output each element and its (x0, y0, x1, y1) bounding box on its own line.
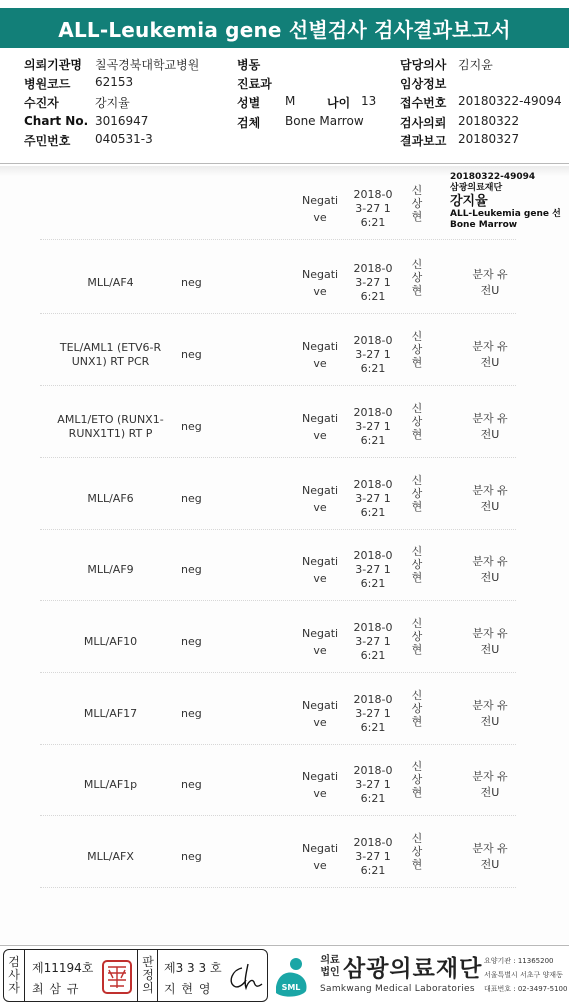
result-value: neg (181, 850, 202, 863)
table-row (40, 673, 516, 745)
table-row (40, 601, 516, 673)
reviewer-name: 지 현 영 (164, 982, 212, 996)
test-name: MLL/AFX (87, 850, 134, 863)
result-date: 2018-0 3-27 1 6:21 (353, 262, 393, 303)
age-value: 13 (361, 94, 377, 108)
result-date: 2018-0 3-27 1 6:21 (353, 549, 393, 590)
result-value: neg (181, 563, 202, 576)
examiner-label: 검사자 (8, 955, 20, 995)
result-date: 2018-0 3-27 1 6:21 (353, 478, 393, 519)
stamp-test: ALL-Leukemia gene 선 (450, 209, 561, 219)
signer-name: 신 상 현 (411, 832, 423, 871)
requested-value: 20180322 (458, 114, 520, 128)
reviewer-license: 제3 3 3 호 (164, 961, 222, 975)
reviewer-label: 판정의 (142, 955, 154, 995)
stamp-accession: 20180322-49094 (450, 172, 536, 182)
table-row (40, 529, 516, 601)
signer-name: 신 상 현 (411, 617, 423, 656)
table-row (40, 168, 516, 240)
reported-label: 결과보고 (400, 134, 447, 148)
sex-value: M (285, 94, 296, 108)
signer-name: 신 상 현 (411, 184, 423, 223)
reviewer-signature-icon (224, 956, 266, 996)
requested-label: 검사의뢰 (400, 116, 447, 130)
id-value: 040531-3 (95, 132, 153, 146)
header-divider (0, 163, 569, 164)
result-flag: Negati ve (302, 194, 339, 224)
result-value: neg (181, 348, 202, 361)
result-flag: Negati ve (302, 268, 339, 298)
org-english-name: Samkwang Medical Laboratories (320, 984, 475, 994)
age-label: 나이 (327, 96, 351, 110)
footer (0, 948, 569, 1006)
signer-name: 신 상 현 (411, 258, 423, 297)
table-row (40, 458, 516, 530)
doctor-label: 담당의사 (400, 58, 447, 72)
examiner-name: 최 삼 규 (32, 982, 80, 996)
test-name: TEL/AML1 (ETV6-R UNX1) RT PCR (59, 341, 162, 368)
clinical-label: 임상정보 (400, 77, 447, 91)
result-flag: Negati ve (302, 412, 339, 442)
patient-info (0, 56, 569, 160)
result-flag: Negati ve (302, 770, 339, 800)
result-value: neg (181, 778, 202, 791)
specimen-label: 검체 (237, 116, 261, 130)
table-row (40, 744, 516, 816)
signer-name: 신 상 현 (411, 402, 423, 441)
test-name: MLL/AF17 (83, 707, 138, 720)
sex-label: 성별 (237, 96, 261, 110)
dept-name: 분자 유전U (472, 770, 508, 799)
code-value: 62153 (95, 75, 134, 89)
result-value: neg (181, 492, 202, 505)
dept-name: 분자 유전U (472, 842, 508, 871)
result-date: 2018-0 3-27 1 6:21 (353, 693, 393, 734)
result-flag: Negati ve (302, 842, 339, 872)
specimen-value: Bone Marrow (285, 114, 364, 128)
code-label: 병원코드 (24, 77, 71, 91)
institution-code: 요양기관 : 11365200 (484, 957, 554, 965)
dept-name: 분자 유전U (472, 340, 508, 369)
test-name: MLL/AF9 (87, 563, 134, 576)
reported-value: 20180327 (458, 132, 520, 146)
sml-text: SML (281, 983, 301, 992)
signer-name: 신 상 현 (411, 545, 423, 584)
signer-name: 신 상 현 (411, 689, 423, 728)
stamp-patient: 강지율 (450, 194, 488, 209)
dept-name: 분자 유전U (472, 412, 508, 441)
result-value: neg (181, 707, 202, 720)
test-name: AML1/ETO (RUNX1- RUNX1T1) RT P (57, 413, 164, 440)
dept-name: 분자 유전U (472, 484, 508, 513)
divider-line (24, 950, 25, 1001)
patient-label: 수진자 (24, 96, 59, 110)
org-address: 서울특별시 서초구 양재동 (484, 971, 563, 979)
result-flag: Negati ve (302, 699, 339, 729)
stamp-org: 삼광의료재단 (450, 183, 503, 193)
signer-name: 신 상 현 (411, 330, 423, 369)
hospital-label: 의뢰기관명 (24, 58, 82, 72)
org-phone: 대표번호 : 02-3497-5100 (484, 985, 568, 993)
result-date: 2018-0 3-27 1 6:21 (353, 764, 393, 805)
table-row (40, 314, 516, 386)
report-title: ALL-Leukemia gene 선별검사 검사결과보고서 (0, 8, 569, 48)
result-date: 2018-0 3-27 1 6:21 (353, 406, 393, 447)
result-date: 2018-0 3-27 1 6:21 (353, 188, 393, 229)
table-row (40, 386, 516, 458)
test-name: MLL/AF10 (83, 635, 138, 648)
org-name: 삼광의료재단 (343, 956, 483, 982)
examiner-license: 제11194호 (32, 961, 94, 975)
dept-name: 분자 유전U (472, 268, 508, 297)
hospital-value: 칠곡경북대학교병원 (95, 58, 200, 72)
divider-line (157, 950, 158, 1001)
result-scan (0, 166, 569, 944)
result-value: neg (181, 420, 202, 433)
test-name: MLL/AF4 (87, 276, 134, 289)
divider-line (137, 950, 138, 1001)
table-row (40, 816, 516, 888)
stamp-specimen: Bone Marrow (450, 220, 518, 230)
result-value: neg (181, 276, 202, 289)
patient-value: 강지율 (95, 96, 130, 110)
examiner-seal-icon (100, 958, 134, 996)
chart-value: 3016947 (95, 114, 149, 128)
signature-box (3, 949, 268, 1002)
signer-name: 신 상 현 (411, 760, 423, 799)
doctor-value: 김지윤 (458, 58, 493, 72)
result-date: 2018-0 3-27 1 6:21 (353, 334, 393, 375)
test-name: MLL/AF1p (83, 778, 138, 791)
dept-label: 진료과 (237, 77, 272, 91)
result-value: neg (181, 635, 202, 648)
dept-name: 분자 유전U (472, 627, 508, 656)
id-label: 주민번호 (24, 134, 71, 148)
dept-name: 분자 유전U (472, 699, 508, 728)
result-flag: Negati ve (302, 555, 339, 585)
footer-divider (0, 945, 569, 946)
sml-logo-icon (272, 953, 312, 999)
table-row (40, 242, 516, 314)
chart-label: Chart No. (24, 114, 89, 128)
result-date: 2018-0 3-27 1 6:21 (353, 836, 393, 877)
ward-label: 병동 (237, 58, 261, 72)
accession-value: 20180322-49094 (458, 94, 562, 108)
test-name: MLL/AF6 (87, 492, 134, 505)
signer-name: 신 상 현 (411, 474, 423, 513)
dept-name: 분자 유전U (472, 555, 508, 584)
result-flag: Negati ve (302, 484, 339, 514)
result-date: 2018-0 3-27 1 6:21 (353, 621, 393, 662)
corp-label: 의료 법인 (320, 955, 340, 978)
accession-label: 접수번호 (400, 96, 447, 110)
result-flag: Negati ve (302, 627, 339, 657)
result-flag: Negati ve (302, 340, 339, 370)
